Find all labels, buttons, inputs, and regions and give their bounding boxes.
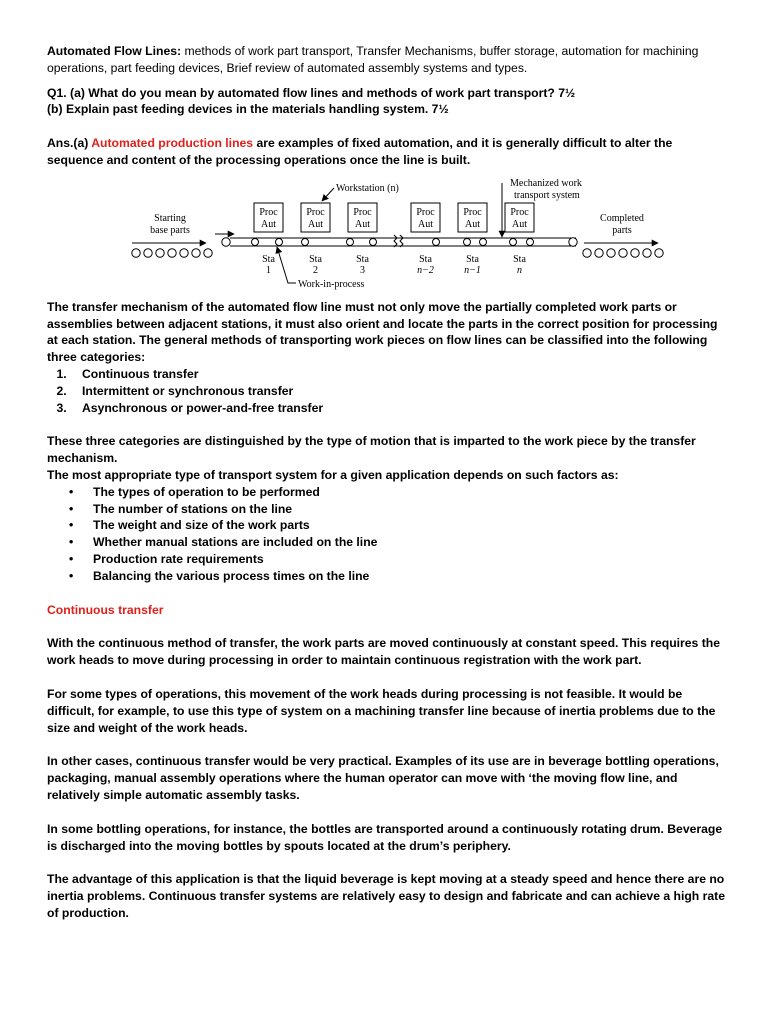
station-sta-label: Sta (262, 253, 275, 265)
completed-label-1: Completed (600, 212, 644, 224)
station-proc-label: Proc (259, 206, 278, 218)
station-n-minus-1 (458, 203, 487, 276)
transfer-paragraph: The transfer mechanism of the automated flow line must not only move the partially completed work parts or assemblies between adjacent stations, it must also orient and locate the parts in the correct position for processing at each station. The general methods of transporting work pieces on flow lines can be classified into the following three categories: (47, 299, 718, 365)
list-item: 2. Intermittent or synchronous transfer (70, 383, 727, 400)
station-proc-label: Proc (353, 206, 372, 218)
list-item: • Balancing the various process times on the line (47, 568, 727, 585)
completed-parts (583, 249, 663, 257)
station-2 (301, 203, 330, 276)
station-aut-label: Aut (355, 218, 370, 230)
workstation-callout: Workstation (n) (336, 182, 399, 194)
body-paragraph: With the continuous method of transfer, the work parts are moved continuously at constant speed. This requires the work heads to move during processing in order to maintain continuous registration with the work part. (47, 636, 721, 668)
topic-heading (47, 43, 727, 77)
station-number: n−2 (417, 264, 434, 276)
station-aut-label: Aut (512, 218, 527, 230)
station-number: 2 (313, 264, 318, 276)
station-aut-label: Aut (308, 218, 323, 230)
work-in-process-parts (252, 238, 534, 245)
station-sta-label: Sta (419, 253, 432, 265)
list-item: • Whether manual stations are included on the line (47, 534, 727, 551)
station-proc-label: Proc (416, 206, 435, 218)
question-1b: (b) Explain past feeding devices in the materials handling system. 7½ (47, 102, 449, 117)
station-sta-label: Sta (466, 253, 479, 265)
station-sta-label: Sta (513, 253, 526, 265)
station-aut-label: Aut (261, 218, 276, 230)
starting-parts (132, 249, 212, 257)
station-sta-label: Sta (309, 253, 322, 265)
list-item: • Production rate requirements (47, 551, 727, 568)
list-item: • The weight and size of the work parts (47, 517, 727, 534)
body-paragraph: The advantage of this application is that the liquid beverage is kept moving at a steady speed and hence there are no inertia problems. Continuous transfer systems are relatively easy to design and fabricate and can achieve a high rate of production. (47, 872, 725, 920)
list-item: 1. Continuous transfer (70, 366, 727, 383)
starting-label-2: base parts (150, 224, 190, 236)
section-title: Continuous transfer (47, 602, 164, 617)
wip-callout: Work-in-process (298, 278, 365, 290)
factors-intro: The most appropriate type of transport system for a given application depends on such factors as: (47, 467, 619, 482)
transport-callout-2: transport system (514, 189, 580, 201)
transport-callout-1: Mechanized work (510, 178, 582, 189)
list-item: 3. Asynchronous or power-and-free transfer (70, 400, 727, 417)
list-item: • The number of stations on the line (47, 501, 727, 518)
station-number: n (517, 264, 522, 276)
answer-highlight: Automated production lines (91, 136, 254, 151)
body-paragraph: For some types of operations, this movement of the work heads during processing is not feasible. It would be difficult, for example, to use this type of system on a machining transfer line because of inertia problems due to the size and weight of the work heads. (47, 686, 716, 735)
completed-label-2: parts (612, 224, 632, 236)
station-proc-label: Proc (306, 206, 325, 218)
station-number: n−1 (464, 264, 481, 276)
distinguish-paragraph: These three categories are distinguished by the type of motion that is imparted to the work piece by the transfer mechanism. (47, 434, 696, 466)
station-n (505, 203, 534, 276)
conveyor (222, 235, 577, 247)
station-proc-label: Proc (463, 206, 482, 218)
station-proc-label: Proc (510, 206, 529, 218)
station-sta-label: Sta (356, 253, 369, 265)
answer-prefix: Ans.(a) (47, 136, 92, 151)
station-number: 1 (266, 264, 271, 276)
wip-pointer (277, 247, 296, 283)
station-number: 3 (360, 264, 365, 276)
list-item: • The types of operation to be performed (47, 484, 727, 501)
answer-rest: are examples of fixed automation, and it is generally difficult to alter the sequence and content of the processing operations once the line is built. (47, 136, 673, 167)
flow-line-diagram (130, 179, 665, 291)
topic-rest: methods of work part transport, Transfer Mechanisms, buffer storage, automation for machining operations, part feeding devices, Brief review of automated assembly systems and types. (47, 44, 699, 75)
answer-paragraph (47, 135, 727, 169)
station-aut-label: Aut (418, 218, 433, 230)
document-page (47, 43, 727, 922)
factors-list (47, 484, 727, 585)
workstation-pointer (322, 188, 334, 201)
station-n-minus-2 (411, 203, 440, 276)
topic-lead: Automated Flow Lines: (47, 44, 182, 58)
station-aut-label: Aut (465, 218, 480, 230)
body-paragraph: In other cases, continuous transfer would be very practical. Examples of its use are in beverage bottling operations, packaging, manual assembly operations where the human operator can move with ‘the moving flow line, and relatively simple automatic assembly tasks. (47, 754, 719, 802)
categories-list (47, 366, 727, 416)
body-paragraph: In some bottling operations, for instance, the bottles are transported around a continuously rotating drum. Beverage is discharged into the moving bottles by spouts located at the drum’s periphery. (47, 821, 723, 853)
starting-label-1: Starting (154, 212, 186, 224)
question-1a: Q1. (a) What do you mean by automated flow lines and methods of work part transport? 7½ (47, 85, 576, 100)
station-1 (254, 203, 283, 276)
